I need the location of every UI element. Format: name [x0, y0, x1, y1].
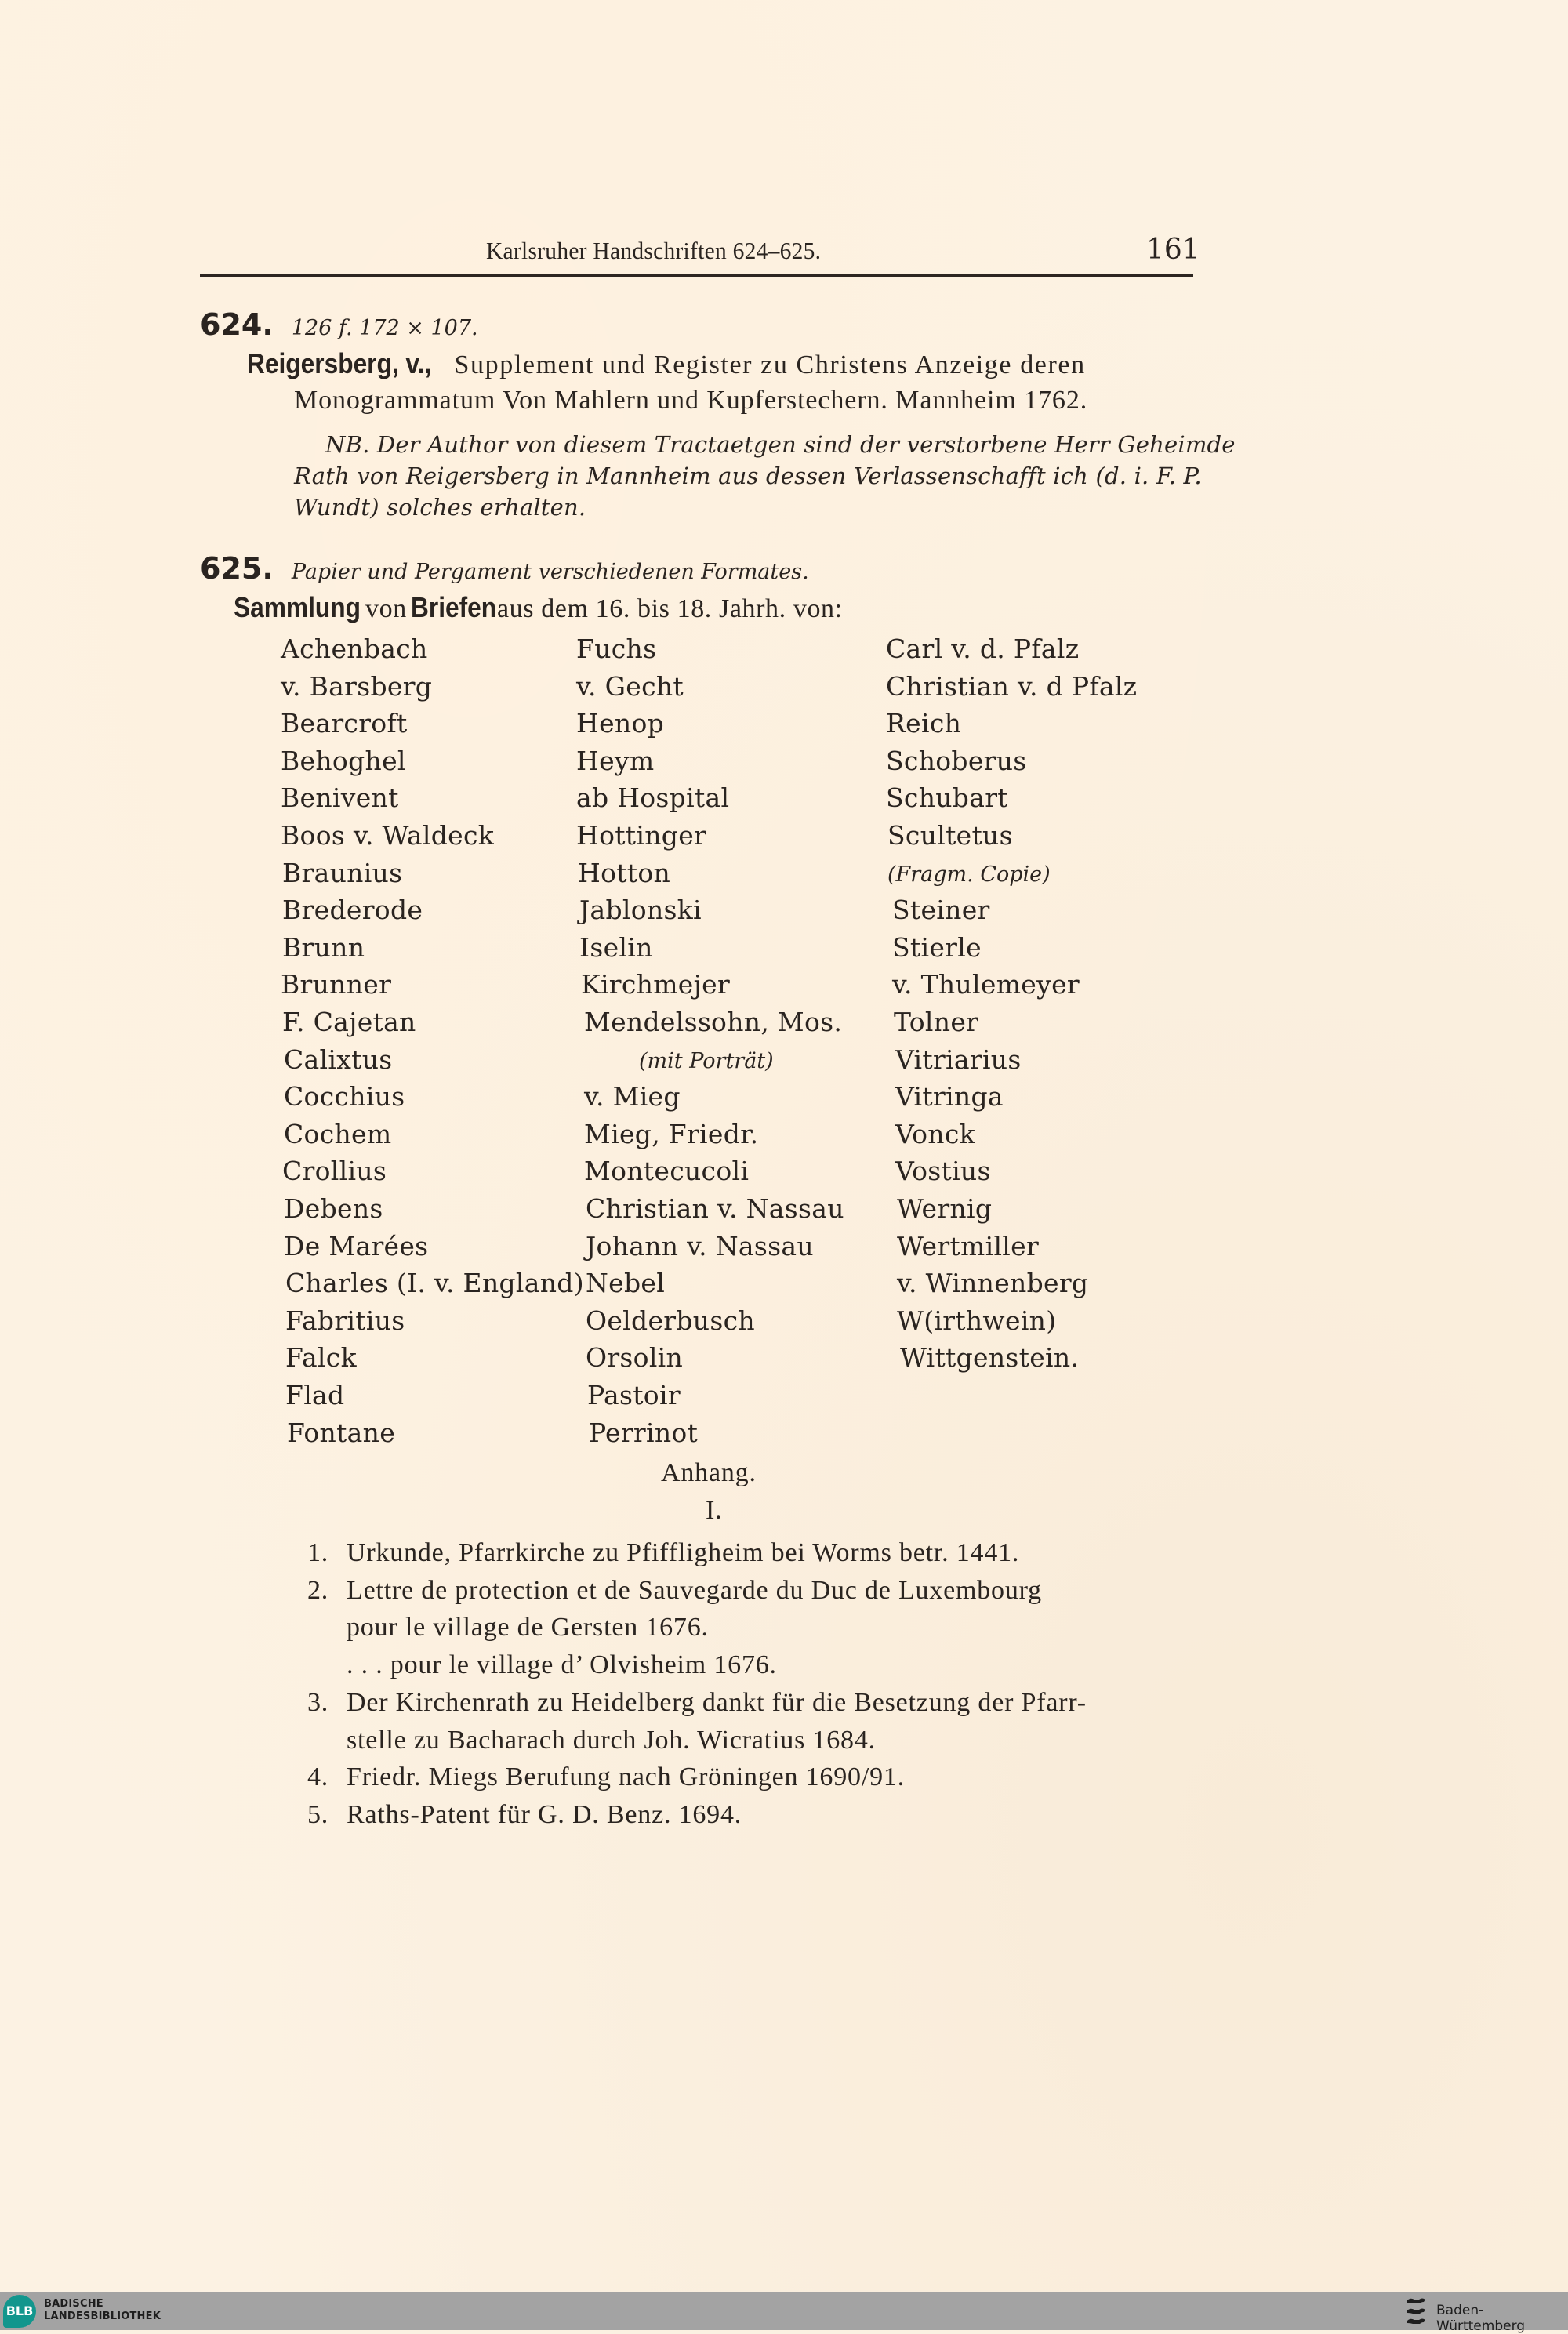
entry-number: 625. — [200, 551, 274, 586]
correspondent-name: Fontane — [287, 1417, 396, 1448]
correspondent-name: Wernig — [897, 1193, 993, 1224]
correspondent-name: Johann v. Nassau — [586, 1230, 814, 1261]
heading-text: aus dem 16. bis 18. Jahrh. von: — [496, 594, 843, 623]
heading-bold: Sammlung — [234, 591, 361, 623]
correspondent-name: Henop — [576, 708, 665, 739]
entry-624-title-line2: Monogrammatum Von Mahlern und Kupferstechern. Mannheim 1762. — [294, 386, 1088, 415]
correspondent-name: Iselin — [579, 931, 653, 963]
running-title: Karlsruher Handschriften 624–625. — [486, 237, 822, 264]
entry-author: Reigersberg, v., — [247, 347, 432, 379]
correspondent-name: Braunius — [282, 857, 403, 888]
correspondent-name: Wertmiller — [897, 1230, 1040, 1261]
correspondent-name: Brunner — [281, 969, 392, 1000]
appendix-item-number: 3. — [307, 1687, 329, 1717]
state-name[interactable]: Baden-Württemberg — [1436, 2303, 1526, 2334]
correspondent-name: ab Hospital — [576, 782, 730, 814]
correspondent-name: Montecucoli — [584, 1156, 750, 1187]
correspondent-name: Vonck — [895, 1118, 975, 1149]
entry-625-header — [200, 551, 809, 586]
entry-meta: Papier und Pergament verschiedenen Formates. — [291, 560, 809, 584]
entry-624-note-line: Rath von Reigersberg in Mannheim aus dessen Verlassenschafft ich (d. i. F. P. — [294, 463, 1202, 489]
correspondent-name: Schoberus — [886, 745, 1027, 776]
appendix-item-number: 5. — [307, 1799, 329, 1829]
correspondent-name: Cochem — [284, 1118, 392, 1149]
correspondent-name: Brederode — [282, 895, 423, 926]
correspondent-name: Benivent — [281, 782, 399, 814]
entry-meta: 126 f. 172 × 107. — [291, 316, 478, 340]
correspondent-name: Wittgenstein. — [900, 1342, 1080, 1374]
correspondent-name: Heym — [576, 745, 655, 776]
correspondent-name: W(irthwein) — [897, 1305, 1057, 1336]
correspondent-name: Vitriarius — [895, 1044, 1022, 1075]
correspondent-name: v. Thulemeyer — [892, 969, 1080, 1000]
correspondent-name: Falck — [285, 1342, 357, 1374]
correspondent-name: Crollius — [282, 1156, 387, 1187]
correspondent-name: v. Gecht — [576, 670, 684, 702]
correspondent-name: Reich — [886, 708, 962, 739]
appendix-title: Anhang. — [661, 1458, 757, 1487]
correspondent-name: Kirchmejer — [581, 969, 731, 1000]
appendix-item-text: Raths-Patent für G. D. Benz. 1694. — [347, 1799, 742, 1829]
correspondent-name: Brunn — [282, 931, 365, 963]
correspondent-name: Nebel — [586, 1268, 666, 1299]
appendix-item-text: Friedr. Miegs Berufung nach Gröningen 1690/91. — [347, 1762, 905, 1792]
correspondent-name: Flad — [285, 1380, 345, 1410]
correspondent-name: Schubart — [886, 782, 1008, 814]
baden-wuerttemberg-lions-icon — [1405, 2296, 1428, 2327]
appendix-item-text: stelle zu Bacharach durch Joh. Wicratius 1684. — [347, 1725, 876, 1755]
correspondent-name: Tolner — [894, 1007, 979, 1037]
correspondent-name: Mieg, Friedr. — [584, 1118, 759, 1149]
correspondent-name: F. Cajetan — [282, 1007, 416, 1037]
library-name-line2: LANDESBIBLIOTHEK — [44, 2310, 161, 2322]
name-annotation: (Fragm. Copie) — [887, 862, 1051, 887]
correspondent-name: Hottinger — [576, 820, 707, 851]
entry-624-header — [200, 307, 478, 342]
correspondent-name: Perrinot — [589, 1417, 699, 1448]
library-name-line1: BADISCHE — [44, 2298, 103, 2310]
correspondent-name: v. Mieg — [584, 1081, 681, 1113]
appendix-item-text: Der Kirchenrath zu Heidelberg dankt für die Besetzung der Pfarr- — [347, 1687, 1087, 1717]
correspondent-name: Hotton — [578, 857, 671, 888]
correspondent-name: v. Winnenberg — [897, 1268, 1089, 1299]
header-rule — [200, 274, 1193, 277]
heading-bold: Briefen — [410, 591, 497, 623]
correspondent-name: Fuchs — [576, 633, 657, 664]
correspondent-name: Oelderbusch — [586, 1305, 755, 1336]
correspondent-name: Behoghel — [281, 745, 406, 776]
entry-624-note-line: NB. Der Author von diesem Tractaetgen sind der verstorbene Herr Geheimde — [325, 431, 1236, 458]
library-name[interactable] — [44, 2298, 161, 2323]
appendix-item-text: . . . pour le village d’ Olvisheim 1676. — [347, 1650, 777, 1680]
blb-logo-icon[interactable]: BLB — [3, 2295, 36, 2328]
correspondent-name: Boos v. Waldeck — [281, 820, 495, 851]
name-annotation: (mit Porträt) — [639, 1048, 774, 1073]
correspondent-name: Pastoir — [587, 1380, 681, 1410]
correspondent-name: De Marées — [284, 1230, 429, 1261]
correspondent-name: Carl v. d. Pfalz — [886, 633, 1080, 664]
correspondent-name: Jablonski — [579, 895, 702, 926]
correspondent-name: Calixtus — [284, 1044, 393, 1075]
correspondent-name: Mendelssohn, Mos. — [584, 1007, 843, 1037]
correspondent-name: Christian v. d Pfalz — [886, 670, 1138, 702]
correspondent-name: Christian v. Nassau — [586, 1193, 844, 1224]
footer-bar — [0, 2292, 1568, 2334]
page-number: 161 — [1146, 234, 1200, 266]
correspondent-name: Debens — [284, 1193, 383, 1224]
correspondent-name: Orsolin — [586, 1342, 684, 1374]
correspondent-name: Vitringa — [895, 1081, 1004, 1113]
entry-title: Supplement und Register zu Christens Anzeige deren — [454, 350, 1086, 379]
appendix-item-text: Lettre de protection et de Sauvegarde du Duc de Luxembourg — [347, 1575, 1042, 1605]
entry-625-heading — [234, 591, 843, 624]
appendix-section: I. — [706, 1496, 723, 1525]
correspondent-name: v. Barsberg — [281, 670, 433, 702]
entry-624-note-line: Wundt) solches erhalten. — [294, 494, 586, 521]
correspondent-name: Fabritius — [285, 1305, 405, 1336]
correspondent-name: Bearcroft — [281, 708, 408, 739]
correspondent-name: Stierle — [892, 931, 982, 963]
appendix-item-text: Urkunde, Pfarrkirche zu Pfiffligheim bei Worms betr. 1441. — [347, 1538, 1020, 1567]
correspondent-name: Cocchius — [284, 1081, 405, 1113]
correspondent-name: Charles (I. v. England) — [285, 1268, 584, 1299]
heading-text: von — [365, 594, 407, 623]
entry-number: 624. — [200, 307, 274, 342]
appendix-item-text: pour le village de Gersten 1676. — [347, 1613, 709, 1643]
correspondent-name: Achenbach — [281, 633, 428, 664]
appendix-item-number: 4. — [307, 1762, 329, 1792]
appendix-item-number: 2. — [307, 1575, 329, 1605]
correspondent-name: Scultetus — [887, 820, 1013, 851]
correspondent-name: Vostius — [895, 1156, 991, 1187]
entry-624-title-line1 — [247, 347, 1086, 380]
appendix-item-number: 1. — [307, 1538, 329, 1567]
correspondent-name: Steiner — [892, 895, 990, 926]
